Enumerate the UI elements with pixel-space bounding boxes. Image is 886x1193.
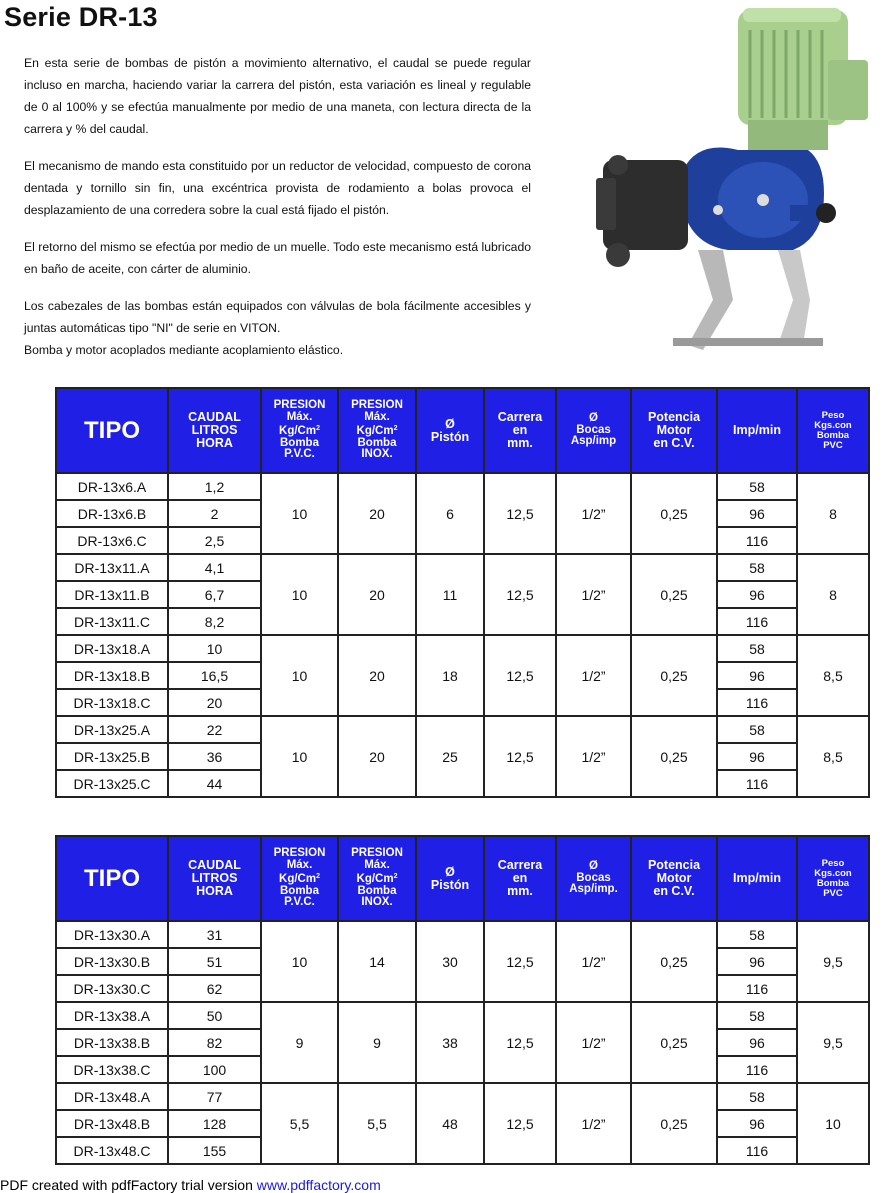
- paragraph: Bomba y motor acoplados mediante acoplamiento elástico.: [24, 343, 344, 357]
- cell-carrera: 12,5: [484, 921, 556, 1002]
- cell-caudal: 100: [168, 1056, 261, 1083]
- cell-imp: 96: [717, 743, 797, 770]
- cell-imp: 116: [717, 975, 797, 1002]
- cell-imp: 58: [717, 921, 797, 948]
- table-row: [56, 1083, 869, 1110]
- cell-tipo: DR-13x25.C: [56, 770, 168, 797]
- cell-tipo: DR-13x11.B: [56, 581, 168, 608]
- cell-caudal: 8,2: [168, 608, 261, 635]
- cell-presion-pvc: 5,5: [261, 1083, 338, 1164]
- header-piston: Ø Pistón: [416, 836, 484, 921]
- cell-tipo: DR-13x38.B: [56, 1029, 168, 1056]
- cell-potencia: 0,25: [631, 1002, 717, 1083]
- cell-tipo: DR-13x38.C: [56, 1056, 168, 1083]
- cell-tipo: DR-13x30.C: [56, 975, 168, 1002]
- cell-tipo: DR-13x18.A: [56, 635, 168, 662]
- cell-imp: 58: [717, 635, 797, 662]
- cell-presion-inox: 20: [338, 635, 416, 716]
- header-presion-inox: PRESION Máx. Kg/Cm$^2$ Bomba INOX.: [338, 388, 416, 473]
- cell-caudal: 4,1: [168, 554, 261, 581]
- header-potencia: Potencia Motor en C.V.: [631, 388, 717, 473]
- spec-table-body: [56, 921, 869, 1164]
- cell-bocas: 1/2”: [556, 473, 631, 554]
- cell-imp: 116: [717, 1056, 797, 1083]
- table-row: [56, 1002, 869, 1029]
- cell-tipo: DR-13x25.B: [56, 743, 168, 770]
- cell-tipo: DR-13x11.C: [56, 608, 168, 635]
- cell-imp: 116: [717, 608, 797, 635]
- cell-imp: 116: [717, 527, 797, 554]
- table-row: [56, 716, 869, 743]
- cell-peso: 8,5: [797, 716, 869, 797]
- header-piston: Ø Pistón: [416, 388, 484, 473]
- cell-piston: 18: [416, 635, 484, 716]
- footer-link[interactable]: www.pdffactory.com: [256, 1177, 381, 1193]
- cell-caudal: 62: [168, 975, 261, 1002]
- cell-peso: 9,5: [797, 921, 869, 1002]
- cell-potencia: 0,25: [631, 473, 717, 554]
- cell-caudal: 51: [168, 948, 261, 975]
- cell-peso: 8: [797, 554, 869, 635]
- cell-imp: 58: [717, 1083, 797, 1110]
- cell-presion-inox: 20: [338, 716, 416, 797]
- paragraph: El mecanismo de mando esta constituido por un reductor de velocidad, compuesto de corona dentada y tornillo sin fin, una excéntrica provista de rodamiento a bolas provoca el desplazamiento de una corredera sobre la cual está fijado el pistón.: [24, 159, 531, 217]
- cell-presion-inox: 20: [338, 554, 416, 635]
- header-potencia: Potencia Motor en C.V.: [631, 836, 717, 921]
- cell-tipo: DR-13x6.A: [56, 473, 168, 500]
- cell-presion-inox: 9: [338, 1002, 416, 1083]
- header-imp: Imp/min: [717, 388, 797, 473]
- header-bocas: Ø Bocas Asp/imp.: [556, 836, 631, 921]
- header-carrera: Carrera en mm.: [484, 836, 556, 921]
- header-peso: Peso Kgs.con Bomba PVC: [797, 388, 869, 473]
- cell-potencia: 0,25: [631, 635, 717, 716]
- cell-tipo: DR-13x6.C: [56, 527, 168, 554]
- header-caudal: CAUDAL LITROS HORA: [168, 836, 261, 921]
- cell-presion-pvc: 10: [261, 635, 338, 716]
- cell-imp: 116: [717, 1137, 797, 1164]
- cell-caudal: 155: [168, 1137, 261, 1164]
- cell-presion-inox: 14: [338, 921, 416, 1002]
- intro-text: [24, 52, 531, 376]
- cell-tipo: DR-13x25.A: [56, 716, 168, 743]
- cell-presion-pvc: 9: [261, 1002, 338, 1083]
- cell-imp: 58: [717, 473, 797, 500]
- cell-tipo: DR-13x48.C: [56, 1137, 168, 1164]
- cell-imp: 96: [717, 1029, 797, 1056]
- cell-caudal: 20: [168, 689, 261, 716]
- cell-imp: 96: [717, 948, 797, 975]
- header-tipo: TIPO: [56, 388, 168, 473]
- cell-tipo: DR-13x18.C: [56, 689, 168, 716]
- cell-bocas: 1/2”: [556, 716, 631, 797]
- cell-caudal: 10: [168, 635, 261, 662]
- cell-tipo: DR-13x48.A: [56, 1083, 168, 1110]
- table-row: [56, 554, 869, 581]
- cell-tipo: DR-13x11.A: [56, 554, 168, 581]
- cell-imp: 96: [717, 581, 797, 608]
- paragraph: Los cabezales de las bombas están equipados con válvulas de bola fácilmente accesibles y juntas automáticas tipo "NI" de serie en VITON.: [24, 299, 531, 335]
- cell-caudal: 6,7: [168, 581, 261, 608]
- cell-caudal: 16,5: [168, 662, 261, 689]
- pump-photo: [578, 0, 878, 362]
- cell-caudal: 31: [168, 921, 261, 948]
- cell-potencia: 0,25: [631, 554, 717, 635]
- paragraph: En esta serie de bombas de pistón a movimiento alternativo, el caudal se puede regular incluso en marcha, haciendo variar la carrera del pistón, esta variación es lineal y regulable de 0 al 100% y se efectúa manualmente por medio de una maneta, con lectura directa de la carrera y % del caudal.: [24, 56, 531, 136]
- cell-imp: 96: [717, 1110, 797, 1137]
- cell-carrera: 12,5: [484, 1083, 556, 1164]
- cell-piston: 6: [416, 473, 484, 554]
- header-imp: Imp/min: [717, 836, 797, 921]
- cell-bocas: 1/2”: [556, 554, 631, 635]
- cell-carrera: 12,5: [484, 1002, 556, 1083]
- cell-imp: 96: [717, 500, 797, 527]
- header-caudal: CAUDAL LITROS HORA: [168, 388, 261, 473]
- cell-peso: 8,5: [797, 635, 869, 716]
- spec-table: [55, 387, 870, 798]
- cell-caudal: 44: [168, 770, 261, 797]
- header-presion-inox: PRESION Máx. Kg/Cm$^2$ Bomba INOX.: [338, 836, 416, 921]
- cell-bocas: 1/2”: [556, 1002, 631, 1083]
- cell-imp: 58: [717, 1002, 797, 1029]
- cell-piston: 25: [416, 716, 484, 797]
- cell-presion-pvc: 10: [261, 473, 338, 554]
- cell-piston: 48: [416, 1083, 484, 1164]
- cell-tipo: DR-13x18.B: [56, 662, 168, 689]
- cell-imp: 96: [717, 662, 797, 689]
- cell-presion-inox: 20: [338, 473, 416, 554]
- cell-potencia: 0,25: [631, 921, 717, 1002]
- cell-carrera: 12,5: [484, 554, 556, 635]
- cell-piston: 30: [416, 921, 484, 1002]
- header-presion-pvc: PRESION Máx. Kg/Cm$^2$ Bomba P.V.C.: [261, 836, 338, 921]
- cell-potencia: 0,25: [631, 1083, 717, 1164]
- spec-table: [55, 835, 870, 1165]
- cell-tipo: DR-13x30.A: [56, 921, 168, 948]
- cell-imp: 116: [717, 770, 797, 797]
- cell-carrera: 12,5: [484, 473, 556, 554]
- paragraph: El retorno del mismo se efectúa por medio de un muelle. Todo este mecanismo está lubricado en baño de aceite, con cárter de aluminio.: [24, 240, 531, 276]
- cell-tipo: DR-13x30.B: [56, 948, 168, 975]
- cell-presion-pvc: 10: [261, 921, 338, 1002]
- cell-imp: 58: [717, 716, 797, 743]
- header-bocas: Ø Bocas Asp/imp: [556, 388, 631, 473]
- cell-potencia: 0,25: [631, 716, 717, 797]
- table-row: [56, 635, 869, 662]
- cell-presion-pvc: 10: [261, 554, 338, 635]
- cell-caudal: 82: [168, 1029, 261, 1056]
- cell-bocas: 1/2”: [556, 921, 631, 1002]
- footer-text: PDF created with pdfFactory trial version: [0, 1177, 257, 1193]
- cell-imp: 116: [717, 689, 797, 716]
- spec-table-body: [56, 473, 869, 797]
- cell-caudal: 77: [168, 1083, 261, 1110]
- cell-tipo: DR-13x6.B: [56, 500, 168, 527]
- cell-caudal: 50: [168, 1002, 261, 1029]
- cell-piston: 11: [416, 554, 484, 635]
- table-row: [56, 921, 869, 948]
- cell-caudal: 128: [168, 1110, 261, 1137]
- cell-tipo: DR-13x38.A: [56, 1002, 168, 1029]
- header-carrera: Carrera en mm.: [484, 388, 556, 473]
- cell-carrera: 12,5: [484, 716, 556, 797]
- cell-caudal: 1,2: [168, 473, 261, 500]
- table-row: [56, 473, 869, 500]
- cell-peso: 8: [797, 473, 869, 554]
- cell-imp: 58: [717, 554, 797, 581]
- cell-bocas: 1/2”: [556, 1083, 631, 1164]
- cell-presion-inox: 5,5: [338, 1083, 416, 1164]
- cell-caudal: 22: [168, 716, 261, 743]
- cell-caudal: 36: [168, 743, 261, 770]
- cell-peso: 9,5: [797, 1002, 869, 1083]
- pdf-footer: [0, 1177, 381, 1193]
- cell-bocas: 1/2”: [556, 635, 631, 716]
- header-presion-pvc: PRESION Máx. Kg/Cm$^2$ Bomba P.V.C.: [261, 388, 338, 473]
- cell-peso: 10: [797, 1083, 869, 1164]
- cell-caudal: 2,5: [168, 527, 261, 554]
- cell-piston: 38: [416, 1002, 484, 1083]
- cell-tipo: DR-13x48.B: [56, 1110, 168, 1137]
- header-tipo: TIPO: [56, 836, 168, 921]
- cell-caudal: 2: [168, 500, 261, 527]
- cell-carrera: 12,5: [484, 635, 556, 716]
- header-peso: Peso Kgs.con Bomba PVC: [797, 836, 869, 921]
- page-title: Serie DR-13: [4, 2, 158, 32]
- cell-presion-pvc: 10: [261, 716, 338, 797]
